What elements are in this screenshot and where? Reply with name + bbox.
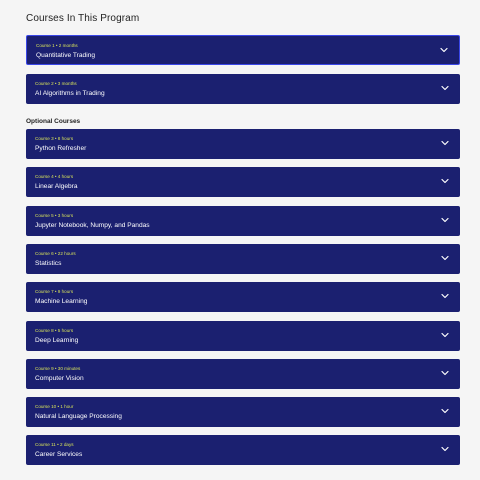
optional-courses-heading: Optional Courses bbox=[26, 118, 81, 125]
course-title: Python Refresher bbox=[35, 144, 87, 152]
course-title: Deep Learning bbox=[35, 336, 79, 344]
course-title: Natural Language Processing bbox=[35, 412, 122, 420]
chevron-down-icon[interactable] bbox=[441, 140, 449, 146]
course-meta: Course 3 • 8 hours bbox=[35, 136, 74, 141]
course-title: Linear Algebra bbox=[35, 182, 78, 190]
course-card-linear-algebra[interactable] bbox=[26, 167, 460, 197]
course-card-statistics[interactable] bbox=[26, 244, 460, 274]
course-meta: Course 1 • 2 months bbox=[36, 43, 78, 48]
page-title: Courses In This Program bbox=[26, 13, 140, 24]
course-card-computer-vision[interactable] bbox=[26, 359, 460, 389]
course-card-jupyter-numpy-pandas[interactable] bbox=[26, 206, 460, 236]
chevron-down-icon[interactable] bbox=[441, 255, 449, 261]
chevron-down-icon[interactable] bbox=[441, 332, 449, 338]
course-meta: Course 9 • 30 minutes bbox=[35, 366, 81, 371]
course-meta: Course 4 • 4 hours bbox=[35, 174, 74, 179]
course-meta: Course 10 • 1 hour bbox=[35, 404, 74, 409]
chevron-down-icon[interactable] bbox=[441, 85, 449, 91]
course-title: Machine Learning bbox=[35, 297, 88, 305]
course-title: Computer Vision bbox=[35, 374, 84, 382]
course-card-quantitative-trading[interactable] bbox=[26, 35, 460, 65]
chevron-down-icon[interactable] bbox=[441, 370, 449, 376]
course-meta: Course 11 • 2 days bbox=[35, 442, 74, 447]
course-title: AI Algorithms in Trading bbox=[35, 89, 105, 97]
course-card-career-services[interactable] bbox=[26, 435, 460, 465]
chevron-down-icon[interactable] bbox=[441, 293, 449, 299]
course-card-python-refresher[interactable] bbox=[26, 129, 460, 159]
chevron-down-icon[interactable] bbox=[441, 217, 449, 223]
chevron-down-icon[interactable] bbox=[441, 178, 449, 184]
course-meta: Course 5 • 3 hours bbox=[35, 213, 74, 218]
course-meta: Course 7 • 9 hours bbox=[35, 289, 74, 294]
chevron-down-icon[interactable] bbox=[441, 446, 449, 452]
course-meta: Course 2 • 3 months bbox=[35, 81, 77, 86]
course-card-deep-learning[interactable] bbox=[26, 321, 460, 351]
course-meta: Course 6 • 22 hours bbox=[35, 251, 76, 256]
course-title: Quantitative Trading bbox=[36, 51, 96, 59]
chevron-down-icon[interactable] bbox=[440, 47, 448, 53]
course-title: Statistics bbox=[35, 259, 62, 267]
course-card-natural-language-processing[interactable] bbox=[26, 397, 460, 427]
course-card-ai-algorithms[interactable] bbox=[26, 74, 460, 104]
course-title: Jupyter Notebook, Numpy, and Pandas bbox=[35, 221, 150, 229]
chevron-down-icon[interactable] bbox=[441, 408, 449, 414]
course-meta: Course 8 • 5 hours bbox=[35, 328, 74, 333]
course-card-machine-learning[interactable] bbox=[26, 282, 460, 312]
course-title: Career Services bbox=[35, 450, 83, 458]
